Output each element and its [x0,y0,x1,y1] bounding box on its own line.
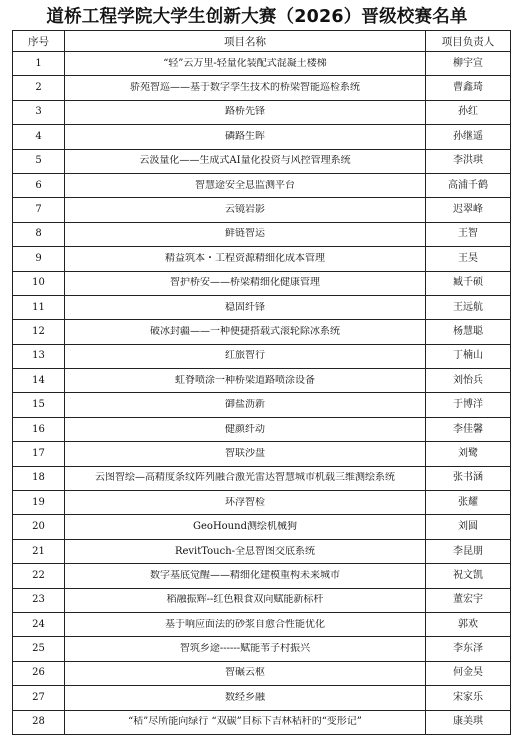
project-name: 破冰封疆——一种便捷搭载式滚轮除冰系统 [150,325,340,337]
project-leader: 丁楠山 [426,344,511,368]
project-name: 智护桥安——桥梁精细化健康管理 [170,277,320,289]
project-leader: 臧千硕 [426,271,511,295]
row-number: 4 [13,125,65,149]
header-number: 序号 [13,31,65,52]
project-leader: 刘怡兵 [426,369,511,393]
table-row [13,198,511,222]
row-number: 28 [13,710,65,734]
project-name: 云镜岩影 [225,204,265,216]
table-row [13,686,511,710]
row-number: 27 [13,686,65,710]
project-name: 云汲量化——生成式AI量化投资与风控管理系统 [139,155,351,167]
table-row [13,442,511,466]
project-leader: 柳宇宣 [426,52,511,76]
row-number: 5 [13,149,65,173]
project-name-cell [65,661,426,685]
project-name-cell [65,173,426,197]
project-leader: 何金昊 [426,661,511,685]
project-name-cell [65,491,426,515]
project-leader: 张书涵 [426,466,511,490]
project-name-cell [65,417,426,441]
row-number: 13 [13,344,65,368]
row-number: 6 [13,173,65,197]
project-name: 云图智绘—高精度条纹阵列融合激光雷达智慧城市机载三维测绘系统 [95,472,395,484]
project-leader: 李东泽 [426,637,511,661]
project-name: 稳固纤锋 [225,301,265,313]
row-number: 1 [13,52,65,76]
table-row [13,491,511,515]
project-name: 红旅智行 [225,350,265,362]
table-row [13,466,511,490]
project-leader: 王昊 [426,247,511,271]
table-row [13,344,511,368]
project-name: 智筑乡途------赋能苇子村振兴 [179,643,311,655]
project-name-cell [65,198,426,222]
row-number: 2 [13,76,65,100]
project-name-cell [65,612,426,636]
row-number: 24 [13,612,65,636]
document-title: 道桥工程学院大学生创新大赛（2026）晋级校赛名单 [46,7,468,27]
table-row [13,149,511,173]
table-row [13,222,511,246]
project-leader: 高浦千鹤 [426,173,511,197]
project-leader: 李昆朋 [426,539,511,563]
project-name: 健颜纤动 [225,423,265,435]
project-name-cell [65,393,426,417]
project-leader: 康美琪 [426,710,511,734]
project-name: 数经乡融 [225,691,265,703]
project-leader: 王智 [426,222,511,246]
project-name: 智碾云枢 [225,667,265,679]
project-leader: 郭欢 [426,612,511,636]
project-name: “秸”尽所能向绿行 “双碳”目标下吉林秸秆的“变形记” [128,716,362,728]
row-number: 22 [13,564,65,588]
project-name: 虹脊喷涂一种桥梁道路喷涂设备 [175,374,315,386]
project-name-cell [65,515,426,539]
header-project-name: 项目名称 [65,31,426,52]
project-name-cell [65,52,426,76]
row-number: 15 [13,393,65,417]
project-name-cell [65,149,426,173]
table-row [13,661,511,685]
project-name: RevitTouch-全息智图交底系统 [174,545,316,557]
project-name-cell [65,637,426,661]
project-name-cell [65,686,426,710]
table-row [13,588,511,612]
table-row [13,612,511,636]
project-name-cell [65,344,426,368]
project-leader: 刘鹭 [426,442,511,466]
project-name: GeoHound测绘机械狗 [193,521,297,533]
project-leader: 李洪琪 [426,149,511,173]
project-name-cell [65,539,426,563]
project-leader: 孙红 [426,100,511,124]
project-name-cell [65,295,426,319]
shortlist-table [12,30,511,735]
row-number: 19 [13,491,65,515]
table-row [13,710,511,734]
project-name: 数字基底觉醒——精细化建模重构未来城市 [150,569,340,581]
table-row [13,417,511,441]
project-leader: 杨慧聪 [426,320,511,344]
project-leader: 曹鑫琦 [426,76,511,100]
project-leader: 于博洋 [426,393,511,417]
project-name: 智联沙盘 [225,447,265,459]
project-name: 环浮智检 [225,496,265,508]
project-name-cell [65,442,426,466]
table-row [13,369,511,393]
project-leader: 刘圆 [426,515,511,539]
row-number: 8 [13,222,65,246]
project-name-cell [65,369,426,393]
table-row [13,564,511,588]
table-row [13,393,511,417]
table-header-row [13,31,511,52]
row-number: 25 [13,637,65,661]
row-number: 17 [13,442,65,466]
project-name-cell [65,271,426,295]
row-number: 23 [13,588,65,612]
project-name: 磷路生晖 [225,130,265,142]
row-number: 14 [13,369,65,393]
project-name-cell [65,320,426,344]
project-name: 路桥先锋 [225,106,265,118]
project-name-cell [65,710,426,734]
project-name: 精益筑本・工程资源精细化成本管理 [165,252,325,264]
table-row [13,247,511,271]
table-row [13,637,511,661]
table-row [13,52,511,76]
project-leader: 迟翠峰 [426,198,511,222]
project-leader: 王远航 [426,295,511,319]
row-number: 7 [13,198,65,222]
table-row [13,539,511,563]
project-name-cell [65,247,426,271]
row-number: 18 [13,466,65,490]
project-name: 骄苑智巡——基于数字孪生技术的桥梁智能巡检系统 [130,82,360,94]
header-project-leader: 项目负责人 [426,31,511,52]
table-row [13,320,511,344]
project-name: 智慧途安全息监测平台 [195,179,295,191]
project-name: 御盐沥新 [225,399,265,411]
table-row [13,515,511,539]
project-leader: 董宏宇 [426,588,511,612]
project-name-cell [65,564,426,588]
project-name-cell [65,76,426,100]
project-name-cell [65,100,426,124]
row-number: 21 [13,539,65,563]
project-name-cell [65,125,426,149]
row-number: 20 [13,515,65,539]
project-name: 基于响应面法的砂浆自愈合性能优化 [165,618,325,630]
row-number: 10 [13,271,65,295]
project-leader: 宋家乐 [426,686,511,710]
project-name-cell [65,588,426,612]
table-row [13,271,511,295]
table-row [13,76,511,100]
project-leader: 李佳馨 [426,417,511,441]
project-name: 稻融振辉--红色粮食双向赋能新标杆 [166,594,324,606]
row-number: 16 [13,417,65,441]
project-name: 鲜链智运 [225,228,265,240]
table-row [13,125,511,149]
row-number: 12 [13,320,65,344]
project-leader: 祝文凯 [426,564,511,588]
table-row [13,173,511,197]
project-leader: 孙继遥 [426,125,511,149]
project-name-cell [65,466,426,490]
project-leader: 张耀 [426,491,511,515]
project-name: “轻”云万里-轻量化装配式混凝土楼梯 [163,57,327,69]
table-row [13,295,511,319]
project-name-cell [65,222,426,246]
table-body [13,52,511,735]
table-row [13,100,511,124]
row-number: 9 [13,247,65,271]
row-number: 3 [13,100,65,124]
row-number: 26 [13,661,65,685]
row-number: 11 [13,295,65,319]
